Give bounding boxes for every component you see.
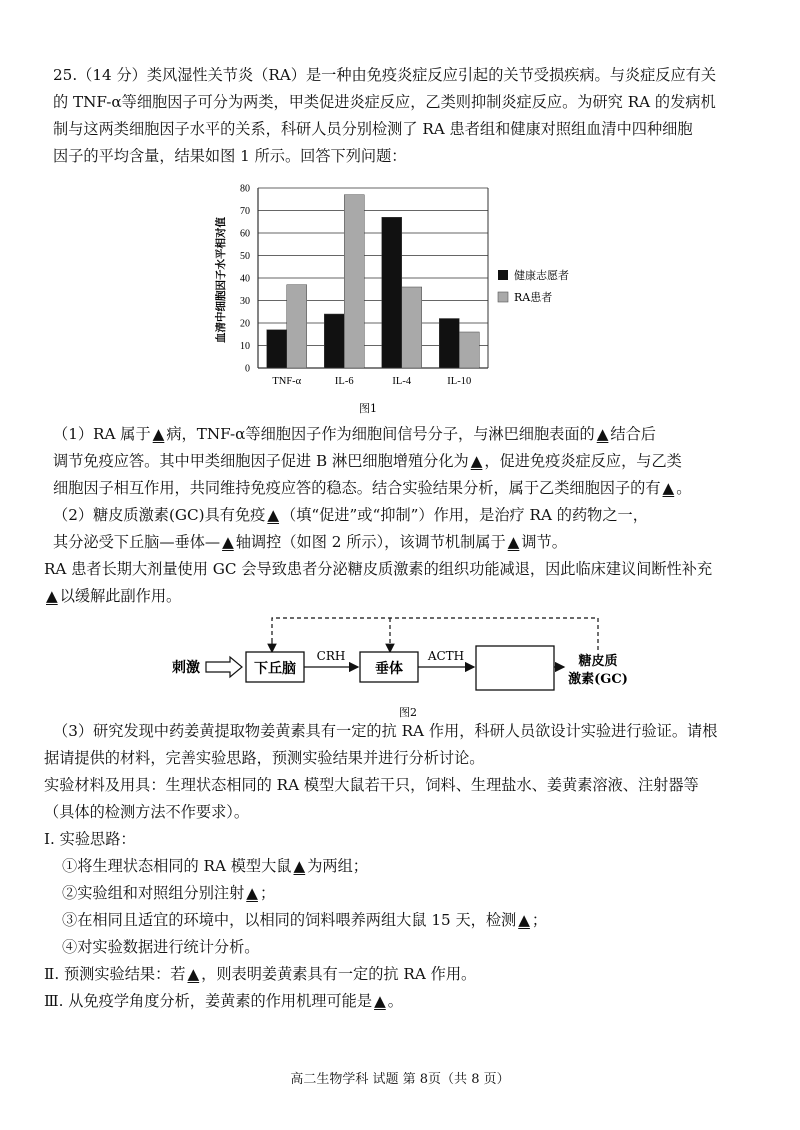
gc-label-line-2: 激素(GC) <box>568 672 628 687</box>
text: ，促进免疫炎症反应，与乙类 <box>484 452 682 470</box>
p2-line-1 <box>53 504 648 526</box>
text: 为两组； <box>307 857 368 875</box>
text: 。 <box>387 992 403 1010</box>
figure2-hpa-axis-diagram <box>160 612 660 722</box>
text: ②实验组和对照组分别注射 <box>62 884 245 902</box>
p3-step-3 <box>62 909 547 931</box>
answer-blank[interactable]: ▲ <box>246 884 258 902</box>
answer-blank[interactable]: ▲ <box>518 911 530 929</box>
crh-label: CRH <box>316 649 346 663</box>
p3-line-2: 据请提供的材料，完善实验思路，预测实验结果并进行分析讨论。 <box>44 749 485 767</box>
p3-line-1: （3）研究发现中药姜黄提取物姜黄素具有一定的抗 RA 作用，科研人员欲设计实验进行验证。请根 <box>53 722 718 740</box>
answer-blank[interactable]: ▲ <box>470 452 483 470</box>
chart-caption: 图1 <box>359 402 377 415</box>
bar-ra-3 <box>459 332 479 368</box>
figure1-bar-chart <box>208 172 628 422</box>
bar-healthy-3 <box>439 319 459 369</box>
answer-blank[interactable]: ▲ <box>507 533 520 551</box>
chart-x-categories <box>272 376 471 387</box>
text: 轴调控（如图 2 所示），该调节机制属于 <box>235 533 506 551</box>
text: 。 <box>676 479 692 497</box>
bar-ra-0 <box>287 285 307 368</box>
y-tick-label: 70 <box>240 206 250 217</box>
legend-label-healthy: 健康志愿者 <box>514 269 569 282</box>
legend-label-ra: RA患者 <box>514 291 553 304</box>
answer-blank[interactable]: ▲ <box>374 992 386 1010</box>
answer-blank[interactable]: ▲ <box>267 506 280 524</box>
intro-line-4: 因子的平均含量，结果如图 1 所示。回答下列问题： <box>53 147 407 165</box>
x-category-label: IL-10 <box>447 376 472 387</box>
y-tick-label: 40 <box>240 273 250 285</box>
bar-healthy-0 <box>267 330 287 368</box>
x-category-label: IL-4 <box>392 376 412 387</box>
p3-step-2 <box>62 882 275 904</box>
bar-healthy-1 <box>324 314 344 368</box>
text: 结合后 <box>610 425 656 443</box>
chart-y-ticks <box>240 184 250 375</box>
y-tick-label: 30 <box>240 296 250 307</box>
text: Ⅱ. 预测实验结果：若 <box>44 965 186 983</box>
p2-line-4 <box>44 585 181 607</box>
chart-y-label: 血清中细胞因子水平相对值 <box>215 217 227 343</box>
p3-result <box>44 963 476 985</box>
legend-swatch-ra <box>498 292 508 302</box>
y-tick-label: 60 <box>240 228 250 240</box>
text: 以缓解此副作用。 <box>59 587 182 605</box>
y-tick-label: 80 <box>240 183 250 195</box>
stimulus-hollow-arrow <box>206 657 242 677</box>
text: （2）糖皮质激素(GC)具有免疫 <box>53 506 266 524</box>
text: （填“促进”或“抑制”）作用，是治疗 RA 的药物之一， <box>281 506 648 524</box>
blank-gland-box <box>476 646 554 690</box>
x-category-label: IL-6 <box>334 376 354 387</box>
text: ； <box>259 884 276 902</box>
p3-line-3: 实验材料及用具：生理状态相同的 RA 模型大鼠若干只，饲料、生理盐水、姜黄素溶液、注射器等 <box>44 776 699 794</box>
text: （1）RA 属于 <box>53 425 151 443</box>
text: Ⅲ. 从免疫学角度分析，姜黄素的作用机理可能是 <box>44 992 373 1010</box>
p3-line-4: （具体的检测方法不作要求）。 <box>44 803 250 821</box>
text: 调节。 <box>521 533 567 551</box>
intro-line-3: 制与这两类细胞因子水平的关系，科研人员分别检测了 RA 患者组和健康对照组血清中四种细胞 <box>53 120 693 138</box>
chart-bars <box>267 195 480 368</box>
y-tick-label: 50 <box>240 251 250 262</box>
text: ，则表明姜黄素具有一定的抗 RA 作用。 <box>201 965 477 983</box>
gc-label-line-1: 糖皮质 <box>578 654 618 669</box>
page-footer: 高二生物学科 试题 第 8页（共 8 页） <box>290 1072 510 1087</box>
y-tick-label: 0 <box>245 363 250 375</box>
text: ③在相同且适宜的环境中，以相同的饲料喂养两组大鼠 15 天，检测 <box>62 911 517 929</box>
p1-line-3 <box>53 477 691 499</box>
answer-blank[interactable]: ▲ <box>596 425 609 443</box>
figure2-caption: 图2 <box>399 706 417 719</box>
hypothalamus-label: 下丘脑 <box>254 661 296 677</box>
answer-blank[interactable]: ▲ <box>46 587 58 605</box>
answer-blank[interactable]: ▲ <box>293 857 306 875</box>
answer-blank[interactable]: ▲ <box>152 425 165 443</box>
stimulus-label: 刺激 <box>172 660 200 676</box>
bar-healthy-2 <box>382 217 402 368</box>
pituitary-label: 垂体 <box>375 661 403 677</box>
y-tick-label: 20 <box>240 318 250 330</box>
text: 病，TNF-α等细胞因子作为细胞间信号分子，与淋巴细胞表面的 <box>166 425 595 443</box>
y-tick-label: 10 <box>240 341 250 352</box>
text: ①将生理状态相同的 RA 模型大鼠 <box>62 857 292 875</box>
answer-blank[interactable]: ▲ <box>187 965 200 983</box>
answer-blank[interactable]: ▲ <box>222 533 234 551</box>
text: 调节免疫应答。其中甲类细胞因子促进 B 淋巴细胞增殖分化为 <box>53 452 469 470</box>
p3-line-5: Ⅰ. 实验思路： <box>44 830 136 848</box>
p2-line-2 <box>53 531 567 553</box>
text: 细胞因子相互作用，共同维持免疫应答的稳态。结合实验结果分析，属于乙类细胞因子的有 <box>53 479 661 497</box>
intro-line-1: 25.（14 分）类风湿性关节炎（RA）是一种由免疫炎症反应引起的关节受损疾病。与炎症反应有关 <box>53 66 717 84</box>
p1-line-1 <box>53 423 656 445</box>
p3-step-4: ④对实验数据进行统计分析。 <box>62 938 260 956</box>
p3-step-1 <box>62 855 368 877</box>
p1-line-2 <box>53 450 682 472</box>
p2-line-3: RA 患者长期大剂量使用 GC 会导致患者分泌糖皮质激素的组织功能减退，因此临床建议间断性补充 <box>44 560 713 578</box>
text: ； <box>531 911 548 929</box>
text: 其分泌受下丘脑—垂体— <box>53 533 221 551</box>
p3-mechanism <box>44 990 403 1012</box>
answer-blank[interactable]: ▲ <box>662 479 675 497</box>
intro-line-2: 的 TNF-α等细胞因子可分为两类，甲类促进炎症反应，乙类则抑制炎症反应。为研究 RA 的发病机 <box>53 93 716 111</box>
acth-label: ACTH <box>427 649 465 663</box>
bar-ra-1 <box>344 195 364 368</box>
x-category-label: TNF-α <box>272 376 302 387</box>
bar-ra-2 <box>402 287 422 368</box>
legend-swatch-healthy <box>498 270 508 280</box>
